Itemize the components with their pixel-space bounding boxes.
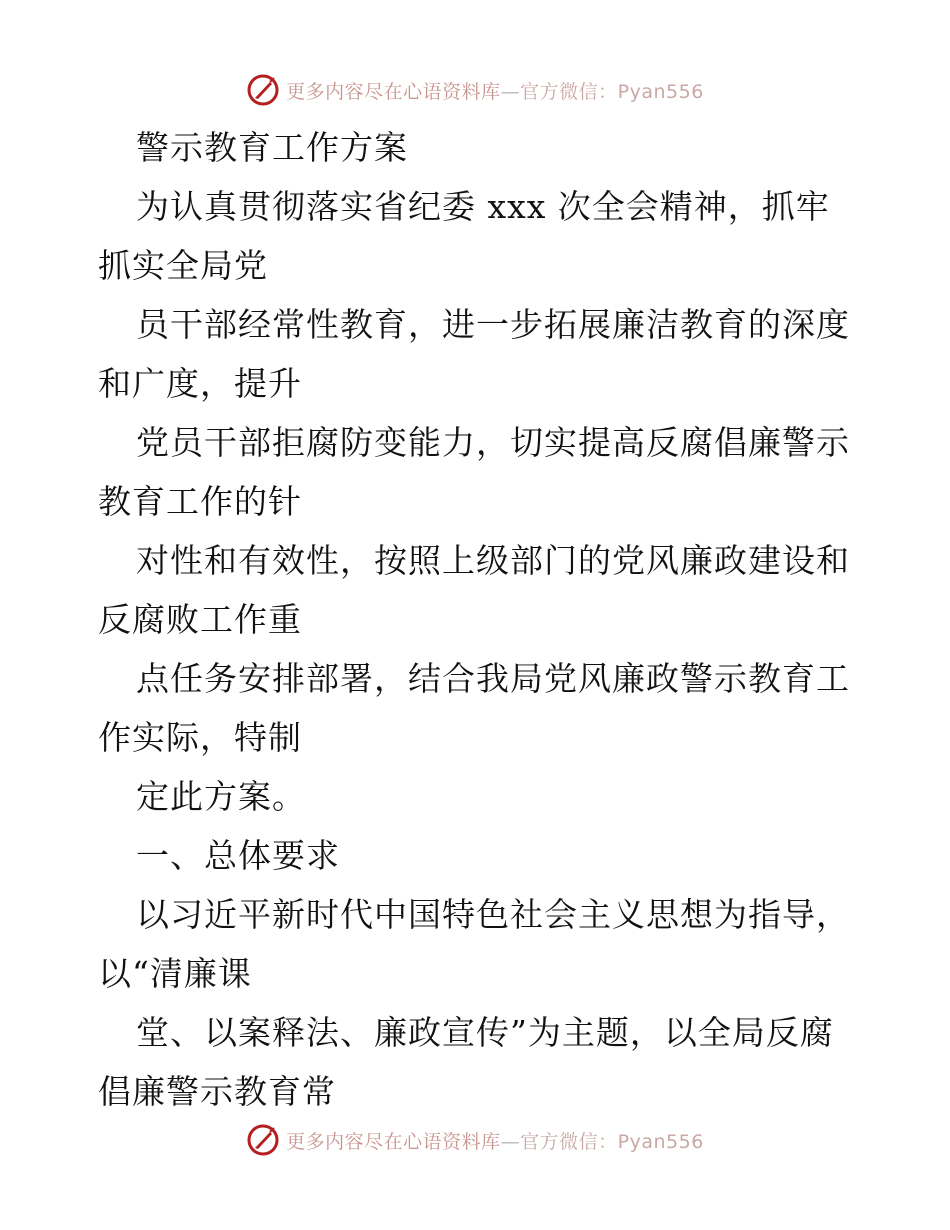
document-body [98,118,853,1121]
header-banner [0,70,950,110]
footer-banner-text [286,1127,704,1154]
header-banner-text [286,77,704,104]
header-banner-main: 更多内容尽在心语资料库 [286,80,501,103]
section-heading: 一、总体要求 [136,836,340,875]
paragraph-line: 和广度，提升 [98,364,302,403]
paragraph-line: 反腐败工作重 [98,600,302,639]
document-title: 警示教育工作方案 [136,128,408,167]
paragraph-line: 作实际，特制 [98,718,302,757]
paragraph-line: 抓实全局党 [98,246,268,285]
footer-banner-separator: — [500,1130,521,1153]
footer-banner-wechat: 官方微信：Pyan556 [520,1130,704,1153]
paragraph-line: 定此方案。 [136,777,306,816]
quill-pen-logo-icon [246,1123,280,1157]
paragraph-line: 点任务安排部署，结合我局党风廉政警示教育工 [136,659,850,698]
paragraph-line: 对性和有效性，按照上级部门的党风廉政建设和 [136,541,850,580]
paragraph-line: 堂、以案释法、廉政宣传”为主题，以全局反腐 [136,1013,834,1052]
header-banner-separator: — [500,80,521,103]
footer-banner-main: 更多内容尽在心语资料库 [286,1130,501,1153]
paragraph-line: 党员干部拒腐防变能力，切实提高反腐倡廉警示 [136,423,850,462]
paragraph-line: 为认真贯彻落实省纪委 xxx 次全会精神，抓牢 [136,187,830,226]
quill-pen-logo-icon [246,73,280,107]
paragraph-line: 倡廉警示教育常 [98,1072,336,1111]
header-banner-wechat: 官方微信：Pyan556 [520,80,704,103]
paragraph-line: 以“清廉课 [98,954,252,993]
paragraph-line: 员干部经常性教育，进一步拓展廉洁教育的深度 [136,305,850,344]
footer-banner [0,1120,950,1160]
paragraph-line: 教育工作的针 [98,482,302,521]
paragraph-line: 以习近平新时代中国特色社会主义思想为指导， [136,895,850,934]
